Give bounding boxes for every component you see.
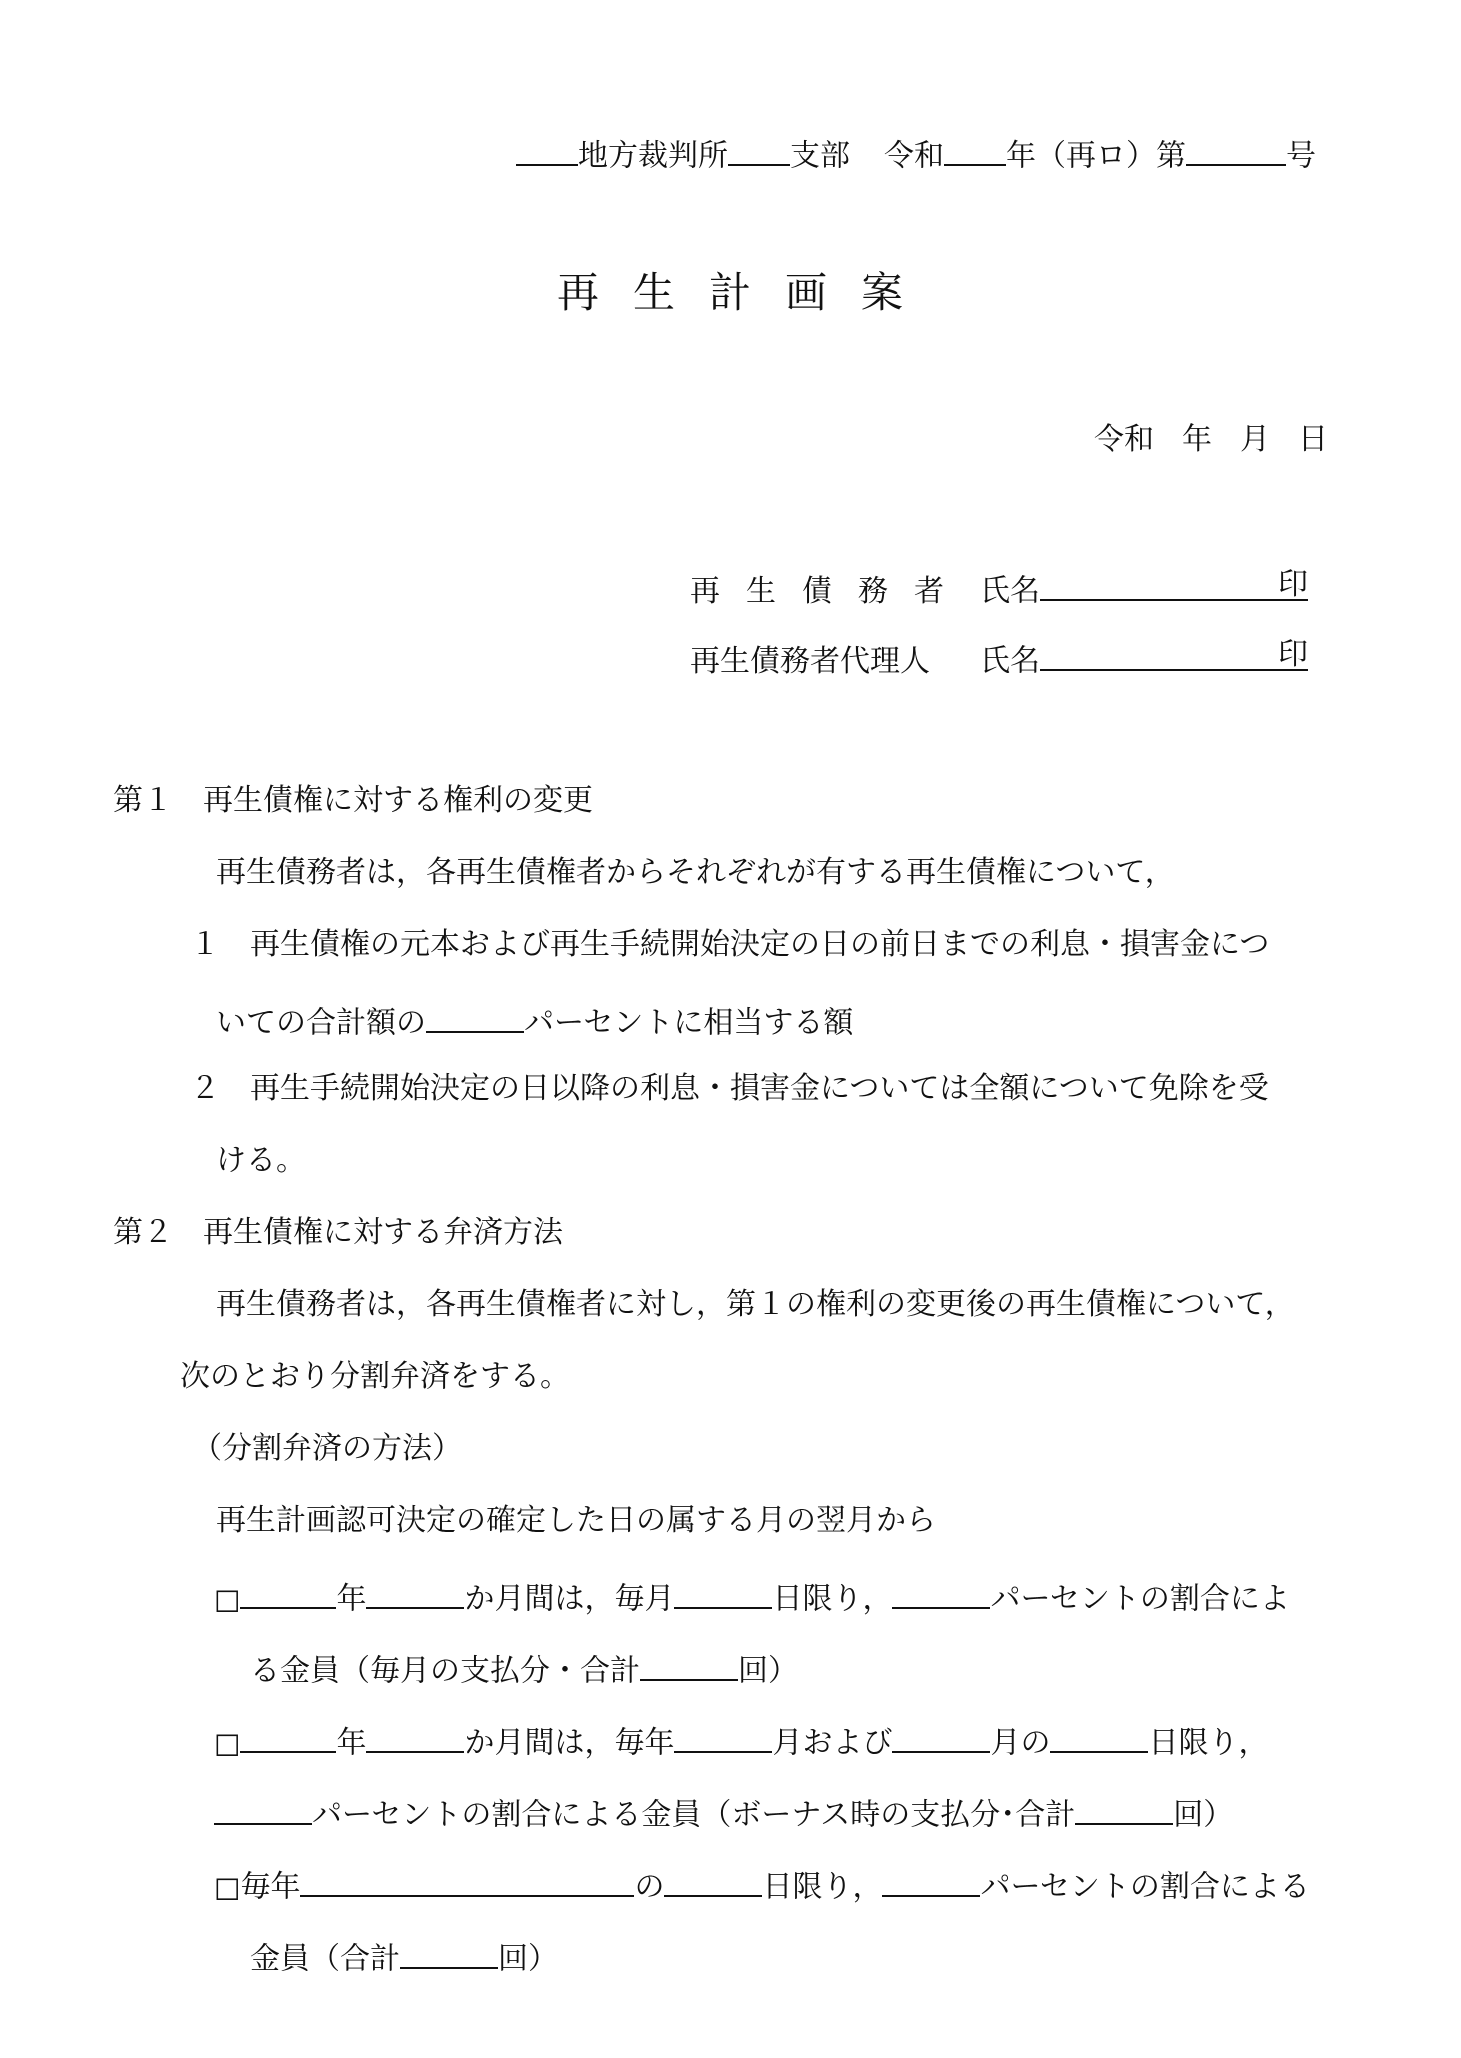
debtor-name-field[interactable] [1040,567,1308,601]
title-char: 計 [708,268,751,317]
agent-name-field[interactable] [1040,637,1308,671]
option1-checkbox[interactable]: □ [214,1582,241,1616]
agent-role: 再生債務者代理人 [690,643,930,679]
opt1-count-blank[interactable] [640,1647,738,1681]
debtor-name-label: 氏名 [980,573,1040,609]
section2-intro-line1: 再生債務者は，各再生債権者に対し，第１の権利の変更後の再生債権について， [216,1287,1295,1322]
option2-line1: □ 年 か月間は，毎年 月および 月の 日限り， [214,1719,1268,1762]
branch-name-blank[interactable] [728,132,790,166]
item1-number: １ [190,927,220,962]
opt3-date-blank[interactable] [300,1863,634,1897]
opt2-years-blank[interactable] [240,1719,336,1753]
opt3-count-blank[interactable] [400,1935,498,1969]
opt3-day-blank[interactable] [664,1863,762,1897]
opt1-years-blank[interactable] [240,1575,336,1609]
section2-heading: 第２ 再生債権に対する弁済方法 [113,1215,563,1250]
title-char: 再 [556,268,599,317]
court-name-blank[interactable] [516,132,578,166]
option3-checkbox[interactable]: □ [214,1870,241,1904]
number-label: 号 [1286,138,1316,174]
payment-start-text: 再生計画認可決定の確定した日の属する月の翌月から [216,1503,936,1538]
opt2-count-blank[interactable] [1075,1791,1173,1825]
item2-number: ２ [190,1071,220,1106]
title-char: 画 [784,268,827,317]
case-number-line [516,132,1316,175]
option3-line2: 金員（合計 回） [250,1935,558,1978]
option1-line2: る金員（毎月の支払分・合計 回） [250,1647,798,1690]
option2-line2: パーセントの割合による金員（ボーナス時の支払分･合計 回） [214,1791,1233,1834]
branch-label: 支部 [790,138,850,174]
title-char: 案 [860,268,903,317]
opt1-percent-blank[interactable] [892,1575,990,1609]
case-type-label: 年（再ロ）第 [1006,138,1186,174]
opt2-months-blank[interactable] [366,1719,464,1753]
opt2-month1-blank[interactable] [674,1719,772,1753]
date-era: 令和 [1094,422,1154,457]
option2-checkbox[interactable]: □ [214,1726,241,1760]
opt3-percent-blank[interactable] [882,1863,980,1897]
section1-item2-line2: ける。 [216,1143,306,1178]
section1-item1-line1 [190,927,1269,963]
debtor-signature-line [690,567,1308,610]
option3-line1: □毎年 の 日限り， パーセントの割合による [214,1863,1310,1906]
percentage-blank[interactable] [426,999,524,1033]
opt2-month2-blank[interactable] [892,1719,990,1753]
opt2-percent-blank[interactable] [214,1791,312,1825]
case-number-blank[interactable] [1186,132,1286,166]
agent-signature-line [690,637,1308,680]
date-line [1094,422,1328,458]
debtor-seal: 印 [1278,567,1308,602]
page-title [540,268,920,318]
agent-seal: 印 [1278,637,1308,672]
debtor-role: 再 生 債 務 者 [690,573,944,609]
title-char: 生 [632,268,675,317]
date-year: 年 [1182,422,1212,457]
date-month: 月 [1240,422,1270,457]
opt2-day-blank[interactable] [1050,1719,1148,1753]
section1-item2-line1 [190,1071,1269,1107]
opt1-months-blank[interactable] [366,1575,464,1609]
agent-name-label: 氏名 [980,643,1040,679]
payment-method-heading: （分割弁済の方法） [192,1431,462,1466]
year-blank[interactable] [944,132,1006,166]
section1-heading: 第１ 再生債権に対する権利の変更 [113,783,593,818]
section2-intro-line2: 次のとおり分割弁済をする。 [180,1359,570,1394]
section1-intro: 再生債務者は，各再生債権者からそれぞれが有する再生債権について， [216,855,1175,890]
item2-text: 再生手続開始決定の日以降の利息・損害金については全額について免除を受 [250,1071,1269,1106]
date-day: 日 [1298,422,1328,457]
option1-line1: □ 年 か月間は，毎月 日限り， パーセントの割合によ [214,1575,1290,1618]
item1-text: 再生債権の元本および再生手続開始決定の日の前日までの利息・損害金につ [250,927,1270,962]
section1-item1-line2: いての合計額の パーセントに相当する額 [216,999,853,1042]
court-label: 地方裁判所 [578,138,728,174]
era-label: 令和 [884,138,944,174]
opt1-day-blank[interactable] [674,1575,772,1609]
